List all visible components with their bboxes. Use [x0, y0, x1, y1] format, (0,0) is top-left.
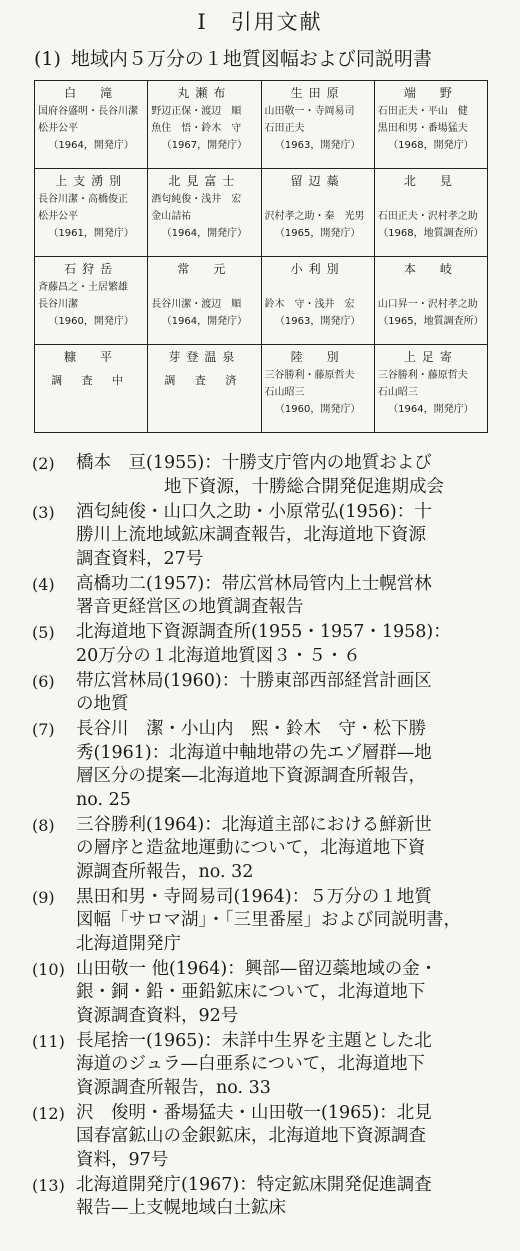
survey-status: 調 査 中	[51, 374, 132, 387]
map-sheet-authors: 沢村孝之助・秦 光男	[264, 211, 365, 222]
reference-item	[32, 1174, 496, 1221]
map-sheet-authors: 長谷川潔・渡辺 順	[151, 299, 242, 310]
reference-item	[32, 886, 496, 957]
reference-line: 北海道開発庁(1967)：特定鉱床開発促進調査	[76, 1174, 432, 1195]
reference-line: 署音更経営区の地質調査報告	[76, 597, 304, 617]
map-sheet-authors	[265, 279, 371, 296]
map-sheet-cell	[35, 169, 148, 257]
reference-item	[32, 501, 496, 572]
reference-line: 資源調査資料，92号	[76, 1005, 239, 1026]
map-sheet-authors: 鈴木 守・浅井 宏	[264, 299, 355, 310]
reference-text	[76, 886, 496, 957]
survey-status: 調 査 済	[164, 374, 245, 387]
reference-line: 地下資源，十勝総合開発促進期成会	[164, 476, 444, 497]
reference-1-text: 地域内５万分の１地質図幅および同説明書	[70, 48, 432, 70]
reference-line: 北海道開発庁	[76, 933, 181, 954]
map-sheet-authors: 石山昭三	[377, 387, 418, 398]
reference-text	[76, 1174, 496, 1221]
map-sheet-name: 端 野	[403, 86, 458, 100]
reference-line: 図幅「サロマ湖」・「三里番屋」および同説明書，	[76, 910, 461, 930]
map-sheet-publication: （1968，地質調査所）	[378, 228, 484, 239]
map-sheet-publication: （1964，開発庁）	[161, 316, 248, 327]
reference-number: (12)	[32, 1103, 65, 1123]
reference-line: 山田敬一 他(1964)：興部—留辺蘂地域の金・	[76, 958, 438, 979]
map-sheet-authors: 松井公平	[38, 123, 78, 134]
reference-line: 資源調査所報告，no. 33	[76, 1077, 271, 1098]
map-sheet-authors: 国府谷盛明・長谷川潔	[38, 106, 138, 117]
reference-line: 銀・銅・鉛・亜鉛鉱床について，北海道地下	[76, 982, 426, 1002]
reference-item	[32, 958, 496, 1029]
reference-text	[76, 452, 496, 499]
map-sheet-name: 上支湧別	[55, 174, 128, 188]
reference-line: 北海道地下資源調査所(1955・1957・1958)：	[76, 622, 451, 642]
map-table-row	[35, 81, 488, 169]
reference-line: 調査資料，27号	[76, 548, 204, 569]
reference-item	[32, 670, 496, 717]
map-sheet-cell	[374, 345, 487, 433]
map-sheet-publication: （1960，開発庁）	[274, 404, 361, 415]
reference-line: 帯広営林局(1960)：十勝東部西部経営計画区	[76, 670, 432, 691]
reference-line: 橋本 亘(1955)：十勝支庁管内の地質および	[76, 453, 432, 473]
map-sheet-name: 上足寄	[403, 350, 458, 364]
map-sheet-name: 陸 別	[290, 350, 345, 364]
reference-text	[76, 670, 496, 717]
map-sheet-name: 生田原	[290, 86, 345, 100]
map-sheet-authors: 三谷勝利・藤原哲夫	[377, 370, 468, 381]
map-sheet-name: 石狩岳	[64, 262, 119, 276]
map-sheet-authors	[378, 279, 484, 296]
map-sheet-name: 小利別	[290, 262, 345, 276]
reference-line: 秀(1961)：北海道中軸地帯の先エゾ層群—地	[76, 742, 432, 763]
map-sheet-authors: 野辺正保・渡辺 順	[151, 106, 242, 117]
map-sheet-cell	[148, 257, 261, 345]
reference-line: 酒匂純俊・山口久之助・小原常弘(1956)：十	[76, 501, 432, 522]
reference-line: 層区分の提案—北海道地下資源調査所報告，	[76, 766, 426, 786]
map-table-row	[35, 345, 488, 433]
reference-line: 源調査所報告，no. 32	[76, 861, 254, 882]
reference-line: 長谷川 潔・小山内 熙・鈴木 守・松下勝	[76, 719, 426, 739]
map-sheet-authors: 石田正夫	[264, 123, 305, 134]
map-sheet-cell	[374, 81, 487, 169]
map-sheet-authors: 松井公平	[38, 211, 78, 222]
reference-number: (1)	[34, 48, 61, 70]
map-sheet-authors: 三谷勝利・藤原哲夫	[264, 370, 355, 381]
map-sheet-name: 北見富士	[168, 174, 241, 188]
reference-line: 黒田和男・寺岡易司(1964)：５万分の１地質	[76, 886, 432, 907]
map-sheet-publication: （1965，開発庁）	[274, 228, 361, 239]
reference-item	[32, 814, 496, 885]
reference-line: 海道のジュラ—白亜系について，北海道地下	[76, 1054, 425, 1074]
map-sheet-name: 留辺蘂	[290, 174, 345, 188]
map-sheet-publication: （1963，開発庁）	[274, 316, 361, 327]
reference-line: 沢 俊明・番場猛夫・山田敬一(1965)：北見	[76, 1102, 432, 1123]
reference-text	[76, 718, 496, 812]
map-sheet-cell	[148, 345, 261, 433]
reference-number: (11)	[32, 1031, 65, 1051]
reference-item	[32, 621, 496, 668]
map-sheet-cell	[374, 257, 487, 345]
map-sheet-cell	[374, 169, 487, 257]
reference-line: 報告—上支幌地域白土鉱床	[76, 1198, 286, 1218]
map-sheet-authors: 酒匂純俊・浅井 宏	[151, 194, 242, 205]
map-sheet-publication: （1967，開発庁）	[161, 140, 248, 151]
map-sheet-authors: 石田正夫・沢村孝之助	[377, 211, 478, 222]
map-sheet-name: 常 元	[177, 262, 232, 276]
reference-number: (2)	[32, 454, 55, 473]
section-title: Ⅰ 引用文献	[197, 10, 323, 34]
reference-text	[76, 501, 496, 572]
reference-line: の層序と造盆地運動について，北海道地下資	[76, 838, 426, 858]
reference-text	[76, 814, 496, 885]
map-sheet-name: 白 滝	[64, 86, 119, 100]
reference-number: (6)	[32, 671, 55, 691]
map-sheet-cell	[148, 169, 261, 257]
reference-line: 資料，97号	[76, 1149, 169, 1170]
map-sheet-publication: （1964，開発庁）	[48, 140, 134, 151]
reference-number: (7)	[32, 720, 55, 739]
map-sheet-authors: 斉藤昌之・土居繁雄	[38, 282, 128, 293]
reference-line: 三谷勝利(1964)：北海道主部における鮮新世	[76, 814, 432, 835]
map-sheet-authors: 長谷川潔	[38, 299, 78, 310]
reference-number: (8)	[32, 815, 55, 835]
reference-number: (4)	[32, 574, 55, 594]
map-sheet-name: 芽登温泉	[168, 350, 241, 364]
reference-line: 勝川上流地域鉱床調査報告，北海道地下資源	[76, 525, 426, 545]
map-table-row	[35, 257, 488, 345]
map-sheet-cell	[261, 345, 374, 433]
map-sheet-authors: 石山昭三	[264, 387, 305, 398]
reference-1-heading	[34, 44, 432, 71]
map-sheet-publication: （1968，開発庁）	[388, 140, 474, 151]
reference-item	[32, 452, 496, 499]
reference-item	[32, 1030, 496, 1101]
reference-line: 国春富鉱山の金銀鉱床，北海道地下資源調査	[76, 1126, 426, 1146]
map-sheet-authors: 金山詰祐	[151, 211, 192, 222]
reference-number: (10)	[32, 959, 65, 979]
map-sheet-publication: （1965，地質調査所）	[378, 316, 484, 327]
map-sheet-cell	[35, 345, 148, 433]
map-sheet-name: 丸瀬布	[177, 86, 232, 100]
map-sheet-cell	[261, 257, 374, 345]
map-sheet-cell	[261, 81, 374, 169]
geologic-map-table	[34, 80, 488, 433]
map-sheet-cell	[261, 169, 374, 257]
map-sheet-name: 本 岐	[403, 262, 458, 276]
map-sheet-authors: 魚住 悟・鈴木 守	[151, 123, 242, 134]
reference-text	[76, 621, 496, 668]
reference-item	[32, 573, 496, 620]
map-sheet-authors	[378, 191, 484, 208]
map-sheet-authors: 山田敬一・寺岡易司	[264, 106, 355, 117]
reference-number: (13)	[32, 1175, 65, 1195]
map-sheet-name: 北 見	[403, 174, 458, 188]
map-sheet-publication: （1960，開発庁）	[48, 316, 134, 327]
map-sheet-name: 糠 平	[64, 350, 119, 364]
map-sheet-authors: 石田正夫・平山 健	[377, 106, 468, 117]
map-sheet-authors: 長谷川潔・高橋俊正	[38, 194, 128, 205]
reference-line: 20万分の１北海道地質図３・５・６	[76, 645, 361, 666]
reference-text	[76, 573, 496, 620]
reference-item	[32, 1102, 496, 1173]
map-sheet-publication: （1964，開発庁）	[388, 404, 474, 415]
reference-line: 長尾捨一(1965)：未詳中生界を主題とした北	[76, 1030, 432, 1051]
reference-line: の地質	[76, 694, 129, 714]
map-sheet-cell	[35, 81, 148, 169]
map-sheet-authors: 山口昇一・沢村孝之助	[377, 299, 478, 310]
map-sheet-publication: （1961，開発庁）	[48, 228, 134, 239]
map-table-row	[35, 169, 488, 257]
reference-number: (9)	[32, 887, 55, 907]
map-sheet-publication: （1963，開発庁）	[274, 140, 361, 151]
map-sheet-authors	[151, 279, 257, 296]
reference-text	[76, 1102, 496, 1173]
map-sheet-authors	[265, 191, 371, 208]
reference-list	[32, 452, 496, 1222]
reference-line: 高橋功二(1957)：帯広営林局管内上士幌営林	[76, 573, 432, 594]
reference-number: (5)	[32, 623, 55, 642]
reference-line: no. 25	[76, 789, 131, 810]
map-sheet-authors: 黒田和男・番場猛夫	[377, 123, 468, 134]
map-sheet-publication: （1964，開発庁）	[161, 228, 248, 239]
map-sheet-cell	[35, 257, 148, 345]
reference-text	[76, 958, 496, 1029]
reference-item	[32, 718, 496, 812]
reference-number: (3)	[32, 502, 55, 522]
map-sheet-cell	[148, 81, 261, 169]
reference-text	[76, 1030, 496, 1101]
